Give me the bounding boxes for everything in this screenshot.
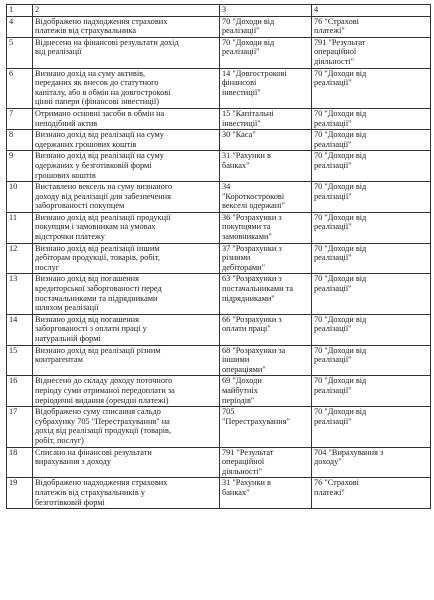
debit-account	[220, 376, 312, 407]
operation-description-text: Визнано дохід від реалізації іншим дебіторам продукції, товарів, робіт, послуг	[35, 243, 160, 272]
credit-account-text: 76 "Страхові платежі"	[314, 16, 359, 36]
entry-number	[7, 345, 33, 376]
operation-description	[33, 447, 220, 478]
entry-number	[7, 130, 33, 151]
credit-account	[312, 16, 431, 37]
entry-number	[7, 274, 33, 314]
table-row	[7, 130, 431, 151]
column-number-4: 4	[312, 5, 431, 17]
operation-description	[33, 182, 220, 213]
debit-account-text: 66 "Розрахунки з оплати праці"	[222, 314, 282, 334]
debit-account	[220, 243, 312, 274]
debit-account	[220, 345, 312, 376]
entry-number-text: 17	[9, 407, 18, 417]
entry-number-text: 14	[9, 314, 18, 324]
debit-account-text: 14 "Довгострокові фінансові інвестиції"	[222, 68, 287, 97]
credit-account-text: 70 "Доходи від реалізації"	[314, 182, 367, 201]
credit-account-text: 70 "Доходи від реалізації"	[314, 151, 367, 170]
debit-account-text: 68 "Розрахунки за іншими операціями"	[222, 345, 286, 374]
entry-number	[7, 243, 33, 274]
entry-number-text: 11	[9, 212, 17, 222]
operation-description-text: Отримано основні засоби в обмін на неподібний актив	[35, 108, 165, 128]
operation-description-text: Визнано дохід від погашення кредиторської заборгованості перед постачальниками та підрядниками шляхом реалізації	[35, 274, 162, 313]
credit-account	[312, 274, 431, 314]
table-row	[7, 478, 431, 509]
operation-description	[33, 151, 220, 182]
credit-account	[312, 108, 431, 129]
credit-account-text: 70 "Доходи від реалізації"	[314, 130, 367, 149]
credit-account	[312, 376, 431, 407]
table-row	[7, 68, 431, 108]
operation-description	[33, 314, 220, 345]
entry-number	[7, 182, 33, 213]
debit-account	[220, 274, 312, 314]
table-row	[7, 212, 431, 243]
operation-description-text: Відображено надходження страхових платежів від страхувальника	[35, 16, 168, 36]
credit-account-text: 791 "Результат операційної діяльності"	[314, 37, 366, 66]
operation-description-text: Визнано дохід від реалізації на суму одержаних у безготівковій формі грошових коштів	[35, 151, 164, 180]
debit-account-text: 15 "Капітальні інвестиції"	[222, 108, 274, 128]
debit-account	[220, 478, 312, 509]
table-header-row	[7, 5, 431, 17]
column-number-1: 1	[7, 5, 33, 17]
operation-description-text: Визнано дохід від реалізації різним контрагентам	[35, 345, 161, 365]
entry-number-text: 15	[9, 345, 18, 355]
credit-account	[312, 447, 431, 478]
debit-account-text: 791 "Результат операційної діяльності"	[222, 447, 274, 476]
operation-description	[33, 16, 220, 37]
entry-number	[7, 447, 33, 478]
entry-number-text: 16	[9, 376, 18, 386]
entry-number-text: 9	[9, 151, 14, 161]
entry-number-text: 8	[9, 130, 14, 140]
accounting-entries-table	[6, 4, 431, 509]
table-row	[7, 345, 431, 376]
debit-account	[220, 212, 312, 243]
debit-account-text: 705 "Перестрахування"	[222, 407, 290, 426]
credit-account-text: 70 "Доходи від реалізації"	[314, 314, 367, 334]
entry-number-text: 19	[9, 478, 18, 488]
credit-account-text: 704 "Вирахування з доходу"	[314, 447, 384, 467]
entry-number-text: 13	[9, 274, 18, 284]
credit-account	[312, 151, 431, 182]
table-row	[7, 108, 431, 129]
operation-description	[33, 108, 220, 129]
credit-account	[312, 345, 431, 376]
table-row	[7, 151, 431, 182]
entry-number-text: 7	[9, 108, 14, 118]
entry-number	[7, 212, 33, 243]
credit-account-text: 70 "Доходи від реалізації"	[314, 68, 367, 88]
debit-account-text: 70 "Доходи від реалізації"	[222, 16, 275, 36]
operation-description	[33, 212, 220, 243]
operation-description	[33, 37, 220, 68]
operation-description-text: Визнано дохід на суму активів, переданих як внесок до статутного капіталу, або в обмін на довгострокові цінні папери (фінансові інвестиції)	[35, 68, 171, 107]
entry-number	[7, 16, 33, 37]
debit-account-text: 31 "Рахунки в банках"	[222, 478, 271, 497]
operation-description-text: Визнано дохід від погашення заборгованості з оплати праці у натуральній формі	[35, 314, 147, 343]
table-row	[7, 407, 431, 447]
operation-description-text: Визнано дохід від реалізації продукції покупцям і замовникам на умовах відстрочки платежу	[35, 212, 171, 242]
credit-account-text: 70 "Доходи від реалізації"	[314, 376, 367, 395]
entry-number	[7, 478, 33, 509]
credit-account	[312, 130, 431, 151]
credit-account-text: 70 "Доходи від реалізації"	[314, 274, 367, 294]
operation-description-text: Віднесено до складу доходу поточного періоду суми отриманої передоплати за періодичні видання (орендні платежі)	[35, 376, 175, 405]
table-row	[7, 37, 431, 68]
operation-description	[33, 345, 220, 376]
table-row	[7, 16, 431, 37]
entry-number	[7, 376, 33, 407]
operation-description	[33, 243, 220, 274]
entry-number	[7, 37, 33, 68]
column-number-2: 2	[33, 5, 220, 17]
debit-account	[220, 108, 312, 129]
table-row	[7, 182, 431, 213]
operation-description	[33, 478, 220, 509]
credit-account-text: 70 "Доходи від реалізації"	[314, 243, 367, 263]
debit-account	[220, 447, 312, 478]
entry-number-text: 18	[9, 447, 18, 457]
credit-account	[312, 407, 431, 447]
debit-account-text: 30 "Каса"	[222, 130, 256, 140]
debit-account-text: 69 "Доходи майбутніх періодів"	[222, 376, 262, 405]
credit-account-text: 70 "Доходи від реалізації"	[314, 108, 367, 128]
operation-description-text: Відображено суму списання сальдо субрахунку 705 "Перестрахування" на дохід від реалізації продукції (товарів, робіт, послуг)	[35, 407, 172, 445]
debit-account	[220, 182, 312, 213]
operation-description-text: Відображено надходження страхових платежів від страхувальників у безготівковій формі	[35, 478, 168, 507]
document-page	[6, 4, 430, 509]
credit-account	[312, 314, 431, 345]
table-row	[7, 243, 431, 274]
credit-account	[312, 243, 431, 274]
table-row	[7, 447, 431, 478]
debit-account	[220, 407, 312, 447]
debit-account	[220, 151, 312, 182]
debit-account-text: 70 "Доходи від реалізації"	[222, 37, 275, 57]
operation-description-text: Віднесено на фінансові результати дохід від реалізації	[35, 37, 179, 57]
entry-number-text: 10	[9, 182, 18, 192]
credit-account-text: 70 "Доходи від реалізації"	[314, 212, 367, 232]
debit-account	[220, 37, 312, 68]
debit-account-text: 36 "Розрахунки з покупцями та замовниками"	[222, 212, 282, 242]
credit-account	[312, 478, 431, 509]
operation-description	[33, 376, 220, 407]
entry-number-text: 4	[9, 16, 14, 26]
debit-account	[220, 314, 312, 345]
entry-number	[7, 151, 33, 182]
debit-account-text: 63 "Розрахунки з постачальниками та підрядниками"	[222, 274, 294, 303]
entry-number	[7, 108, 33, 129]
credit-account-text: 76 "Страхові платежі"	[314, 478, 359, 497]
operation-description-text: Визнано дохід від реалізації на суму одержаних грошових коштів	[35, 130, 164, 149]
operation-description	[33, 68, 220, 108]
entry-number	[7, 314, 33, 345]
debit-account-text: 34 "Короткострокові векселі одержані"	[222, 182, 285, 211]
entry-number	[7, 407, 33, 447]
operation-description	[33, 407, 220, 447]
credit-account-text: 70 "Доходи від реалізації"	[314, 345, 367, 365]
debit-account	[220, 130, 312, 151]
entry-number	[7, 68, 33, 108]
table-row	[7, 376, 431, 407]
debit-account	[220, 68, 312, 108]
entry-number-text: 6	[9, 68, 14, 78]
table-row	[7, 314, 431, 345]
debit-account-text: 31 "Рахунки в банках"	[222, 151, 271, 170]
operation-description	[33, 274, 220, 314]
credit-account	[312, 68, 431, 108]
operation-description	[33, 130, 220, 151]
operation-description-text: Виставлено вексель на суму визнаного доходу від реалізації для забезпечення заборгованості покупцем	[35, 182, 173, 211]
entry-number-text: 5	[9, 37, 14, 47]
debit-account	[220, 16, 312, 37]
operation-description-text: Списано на фінансові результати вирахування з доходу	[35, 447, 152, 467]
debit-account-text: 37 "Розрахунки з різними дебіторами"	[222, 243, 282, 272]
table-row	[7, 274, 431, 314]
credit-account	[312, 212, 431, 243]
column-number-3: 3	[220, 5, 312, 17]
credit-account	[312, 37, 431, 68]
credit-account-text: 70 "Доходи від реалізації"	[314, 407, 367, 426]
entry-number-text: 12	[9, 243, 18, 253]
credit-account	[312, 182, 431, 213]
